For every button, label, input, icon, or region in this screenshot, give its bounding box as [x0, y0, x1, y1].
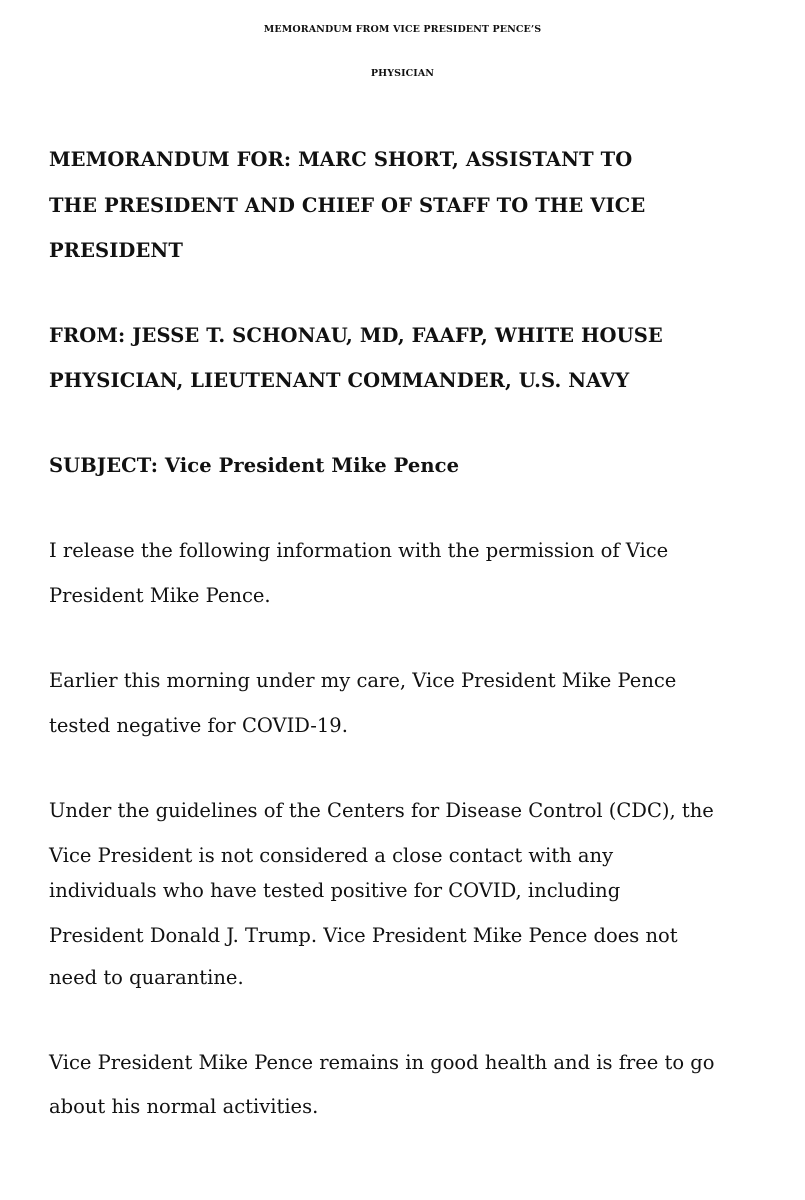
from-line: PHYSICIAN, LIEUTENANT COMMANDER, U.S. NAVY [49, 369, 630, 392]
memo-title-line: PHYSICIAN [370, 68, 435, 79]
paragraph-line: about his normal activities. [49, 1095, 319, 1118]
paragraph-line: Under the guidelines of the Centers for Disease Control (CDC), the [49, 799, 714, 822]
paragraph-line: Vice President Mike Pence remains in good health and is free to go [49, 1051, 715, 1074]
paragraph-line: President Mike Pence. [49, 584, 271, 607]
from-line: FROM: JESSE T. SCHONAU, MD, FAAFP, WHITE HOUSE [49, 324, 663, 347]
paragraph-line: Vice President is not considered a close contact with any [49, 844, 614, 867]
memo-title-line: MEMORANDUM FROM VICE PRESIDENT PENCE’S [263, 24, 542, 35]
subject-line: SUBJECT: Vice President Mike Pence [49, 454, 460, 477]
paragraph-line: tested negative for COVID-19. [49, 714, 348, 737]
memorandum-for-line: THE PRESIDENT AND CHIEF OF STAFF TO THE VICE [49, 194, 646, 217]
paragraph-line: need to quarantine. [49, 966, 244, 989]
memorandum-for-line: PRESIDENT [49, 239, 183, 262]
memorandum-for-line: MEMORANDUM FOR: MARC SHORT, ASSISTANT TO [49, 148, 633, 171]
paragraph-line: I release the following information with the permission of Vice [49, 539, 669, 562]
paragraph-line: Earlier this morning under my care, Vice President Mike Pence [49, 669, 677, 692]
paragraph-line: President Donald J. Trump. Vice President Mike Pence does not [49, 924, 678, 947]
paragraph-line: individuals who have tested positive for COVID, including [49, 879, 621, 902]
